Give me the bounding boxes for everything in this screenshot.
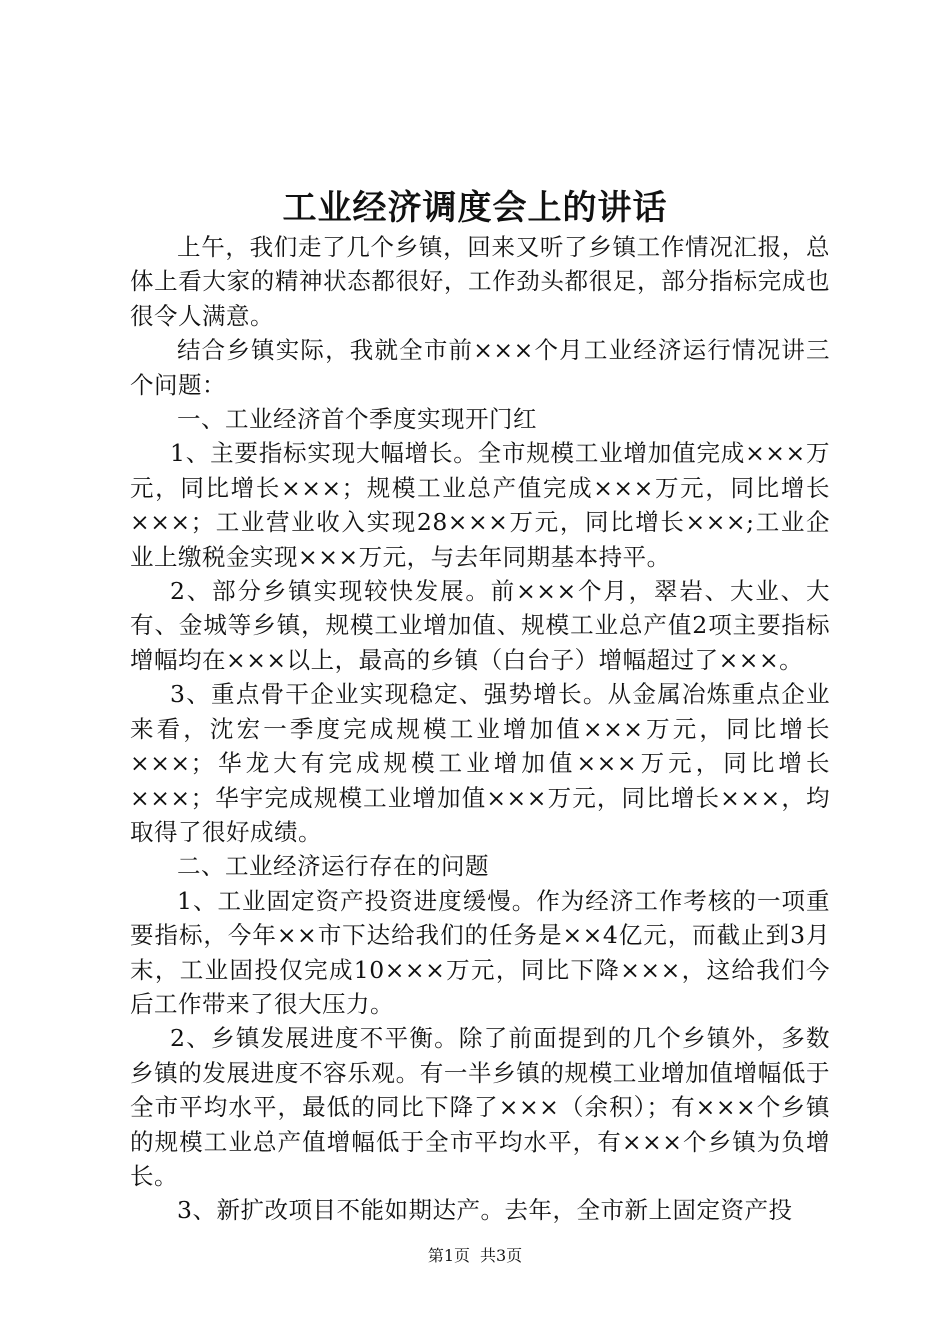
paragraph-1-2: 2、部分乡镇实现较快发展。前×××个月，翠岩、大业、大有、金城等乡镇，规模工业增加值、规模工业总产值2项主要指标增幅均在×××以上，最高的乡镇（白台子）增幅超过了×××。 xyxy=(130,577,830,674)
document-body xyxy=(130,230,830,1228)
paragraph-1-3: 3、重点骨干企业实现稳定、强势增长。从金属冶炼重点企业来看，沈宏一季度完成规模工业增加值×××万元，同比增长×××；华龙大有完成规模工业增加值×××万元，同比增长×××；华宇完成规模工业增加值×××万元，同比增长×××，均取得了很好成绩。 xyxy=(130,680,830,846)
section-heading-2: 二、工业经济运行存在的问题 xyxy=(177,852,489,881)
document-title: 工业经济调度会上的讲话 xyxy=(282,188,668,228)
paragraph-1-1: 1、主要指标实现大幅增长。全市规模工业增加值完成×××万元，同比增长×××；规模工业总产值完成×××万元，同比增长×××；工业营业收入实现28×××万元，同比增长×××;工业企业上缴税金实现×××万元，与去年同期基本持平。 xyxy=(130,439,830,571)
page-footer xyxy=(0,1244,950,1268)
page-number: 第1页 xyxy=(427,1246,470,1265)
section-heading-1: 一、工业经济首个季度实现开门红 xyxy=(177,405,537,434)
paragraph-intro: 上午，我们走了几个乡镇，回来又听了乡镇工作情况汇报，总体上看大家的精神状态都很好，工作劲头都很足，部分指标完成也很令人满意。 xyxy=(130,233,830,330)
paragraph-2-1: 1、工业固定资产投资进度缓慢。作为经济工作考核的一项重要指标，今年××市下达给我们的任务是××4亿元，而截止到3月末，工业固投仅完成10×××万元，同比下降×××，这给我们今后工作带来了很大压力。 xyxy=(130,886,830,1018)
paragraph-overview: 结合乡镇实际，我就全市前×××个月工业经济运行情况讲三个问题： xyxy=(130,336,830,399)
paragraph-2-3: 3、新扩改项目不能如期达产。去年，全市新上固定资产投 xyxy=(177,1196,793,1225)
paragraph-2-2: 2、乡镇发展进度不平衡。除了前面提到的几个乡镇外，多数乡镇的发展进度不容乐观。有一半乡镇的规模工业增加值增幅低于全市平均水平，最低的同比下降了×××（余积）；有×××个乡镇的规模工业总产值增幅低于全市平均水平，有×××个乡镇为负增长。 xyxy=(130,1024,830,1190)
page-total: 共3页 xyxy=(480,1246,523,1265)
